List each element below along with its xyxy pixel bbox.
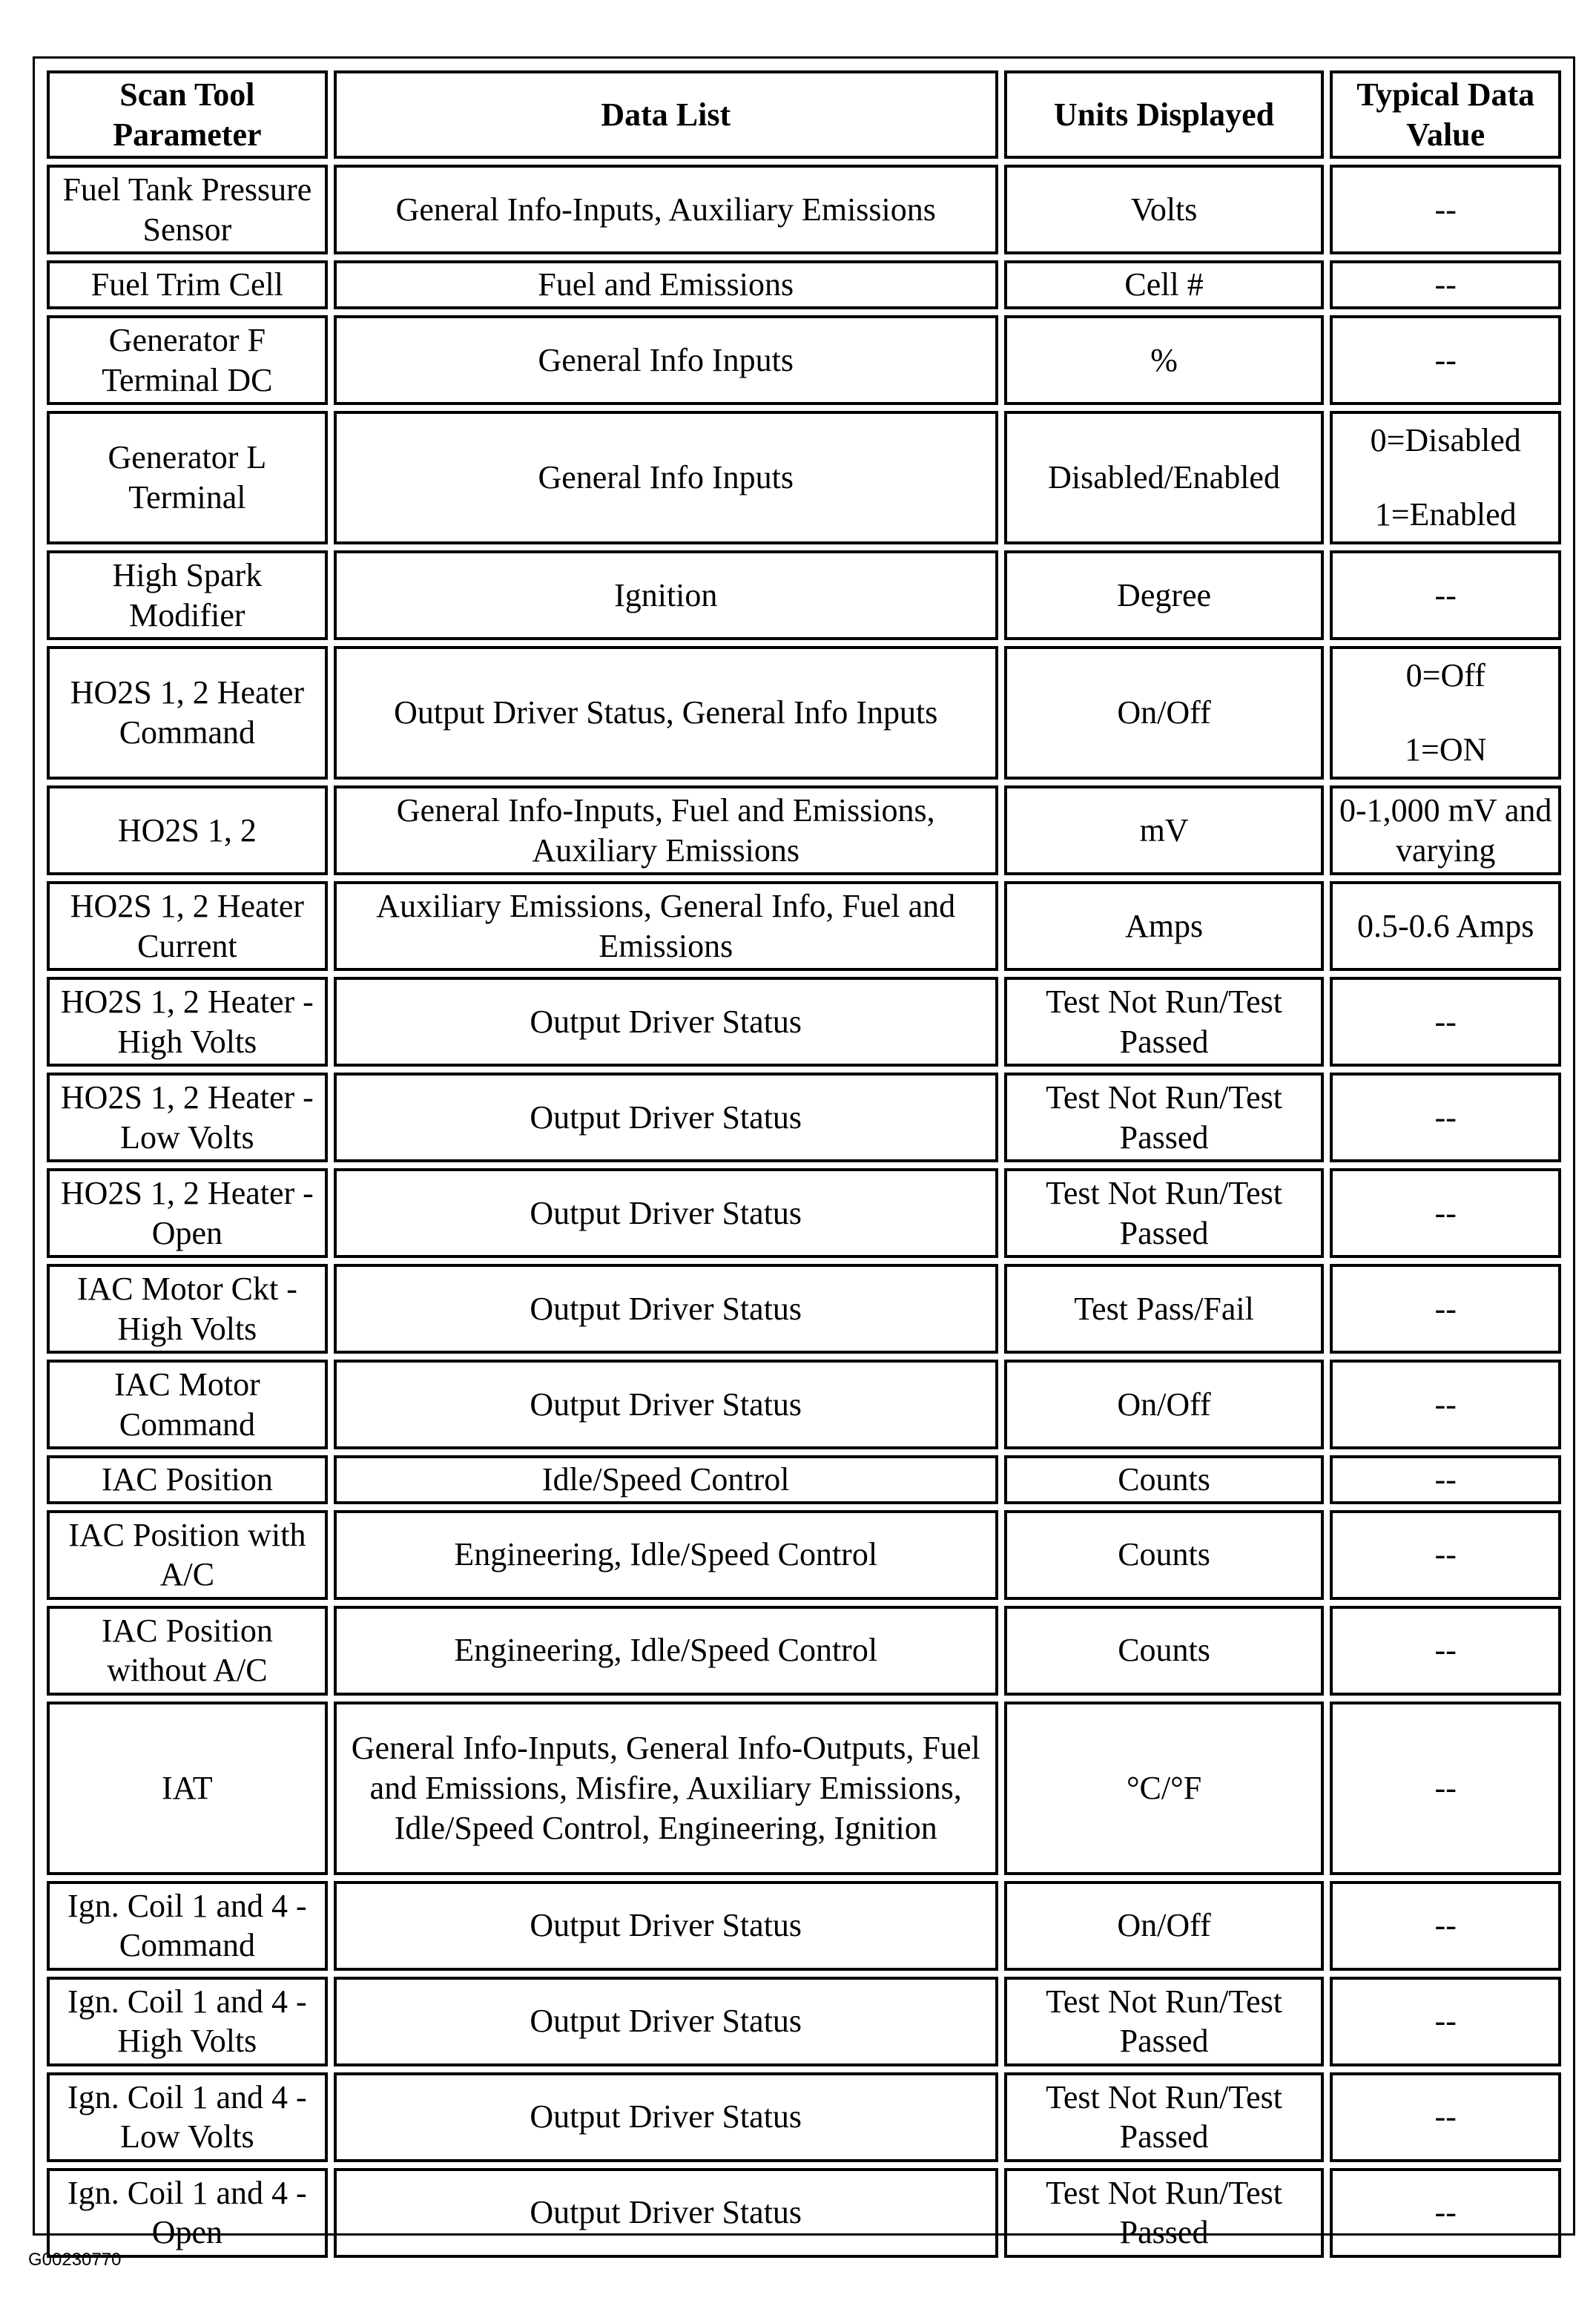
parameter-cell: IAC Position without A/C xyxy=(47,1606,328,1696)
typical-value-line: -- xyxy=(1434,1003,1457,1040)
units-cell: Counts xyxy=(1004,1606,1325,1696)
units-cell: Volts xyxy=(1004,165,1325,254)
parameter-cell: Fuel Tank Pressure Sensor xyxy=(47,165,328,254)
typical-value-cell xyxy=(1330,1360,1561,1449)
parameter-cell: HO2S 1, 2 Heater Current xyxy=(47,881,328,971)
units-cell: Test Not Run/Test Passed xyxy=(1004,1073,1325,1162)
data-list-cell: Idle/Speed Control xyxy=(334,1455,998,1504)
typical-value-line: -- xyxy=(1434,2003,1457,2040)
typical-value-cell xyxy=(1330,411,1561,544)
typical-value-cell xyxy=(1330,1606,1561,1696)
data-list-cell: Output Driver Status xyxy=(334,1360,998,1449)
parameter-cell: Ign. Coil 1 and 4 - Open xyxy=(47,2168,328,2258)
table-row xyxy=(47,1360,1561,1449)
units-cell: On/Off xyxy=(1004,646,1325,780)
units-cell: On/Off xyxy=(1004,1881,1325,1971)
typical-value-cell xyxy=(1330,2168,1561,2258)
table-row xyxy=(47,785,1561,875)
typical-value-line: -- xyxy=(1434,1290,1457,1327)
parameter-cell: HO2S 1, 2 Heater - High Volts xyxy=(47,977,328,1067)
table-frame xyxy=(33,56,1575,2251)
data-list-cell: General Info-Inputs, General Info-Outputs, Fuel and Emissions, Misfire, Auxiliary Emissions, Idle/Speed Control, Engineering, Ignition xyxy=(334,1702,998,1875)
typical-value-line: -- xyxy=(1434,2194,1457,2231)
units-cell: Test Not Run/Test Passed xyxy=(1004,977,1325,1067)
table-row xyxy=(47,881,1561,971)
typical-value-cell xyxy=(1330,977,1561,1067)
table-row xyxy=(47,1510,1561,1600)
units-cell: mV xyxy=(1004,785,1325,875)
data-list-cell: Auxiliary Emissions, General Info, Fuel and Emissions xyxy=(334,881,998,971)
typical-value-cell xyxy=(1330,1455,1561,1504)
data-list-cell: Output Driver Status xyxy=(334,1881,998,1971)
table-row xyxy=(47,260,1561,309)
table-row xyxy=(47,2168,1561,2258)
units-cell: Disabled/Enabled xyxy=(1004,411,1325,544)
typical-value-line: -- xyxy=(1434,1194,1457,1231)
typical-value-line: 0.5-0.6 Amps xyxy=(1357,907,1534,944)
table-row xyxy=(47,1073,1561,1162)
data-list-cell: Output Driver Status xyxy=(334,1977,998,2066)
units-cell: Cell # xyxy=(1004,260,1325,309)
data-list-cell: Output Driver Status xyxy=(334,2168,998,2258)
units-cell: On/Off xyxy=(1004,1360,1325,1449)
typical-value-cell xyxy=(1330,1168,1561,1258)
data-list-cell: Output Driver Status xyxy=(334,1264,998,1354)
parameter-cell: IAT xyxy=(47,1702,328,1875)
units-cell: Test Not Run/Test Passed xyxy=(1004,2072,1325,2162)
typical-value-line: -- xyxy=(1434,576,1457,613)
data-list-cell: Fuel and Emissions xyxy=(334,260,998,309)
table-row xyxy=(47,1702,1561,1875)
parameter-cell: Ign. Coil 1 and 4 - High Volts xyxy=(47,1977,328,2066)
table-row xyxy=(47,1606,1561,1696)
data-list-cell: Ignition xyxy=(334,550,998,640)
data-list-cell: Output Driver Status xyxy=(334,2072,998,2162)
typical-value-cell xyxy=(1330,881,1561,971)
table-row xyxy=(47,1455,1561,1504)
table-row xyxy=(47,165,1561,254)
data-list-cell: Output Driver Status xyxy=(334,977,998,1067)
units-cell: Test Pass/Fail xyxy=(1004,1264,1325,1354)
units-cell: Test Not Run/Test Passed xyxy=(1004,1168,1325,1258)
data-list-cell: General Info-Inputs, Auxiliary Emissions xyxy=(334,165,998,254)
typical-value-cell xyxy=(1330,1702,1561,1875)
typical-value-line: -- xyxy=(1434,1386,1457,1423)
typical-value-line: 1=ON xyxy=(1405,731,1487,768)
typical-value-cell xyxy=(1330,1881,1561,1971)
parameter-cell: Ign. Coil 1 and 4 - Low Volts xyxy=(47,2072,328,2162)
units-cell: Amps xyxy=(1004,881,1325,971)
table-row xyxy=(47,550,1561,640)
typical-value-line: 0=Off xyxy=(1405,657,1485,694)
parameter-cell: HO2S 1, 2 Heater - Low Volts xyxy=(47,1073,328,1162)
table-row xyxy=(47,315,1561,405)
data-list-cell: General Info-Inputs, Fuel and Emissions, Auxiliary Emissions xyxy=(334,785,998,875)
data-list-cell: Output Driver Status, General Info Inputs xyxy=(334,646,998,780)
typical-value-cell xyxy=(1330,1510,1561,1600)
parameter-cell: IAC Position xyxy=(47,1455,328,1504)
units-cell: Test Not Run/Test Passed xyxy=(1004,2168,1325,2258)
typical-value-cell xyxy=(1330,785,1561,875)
typical-value-line: -- xyxy=(1434,341,1457,378)
typical-value-line: -- xyxy=(1434,191,1457,228)
table-row xyxy=(47,1264,1561,1354)
units-cell: Degree xyxy=(1004,550,1325,640)
data-list-cell: Output Driver Status xyxy=(334,1168,998,1258)
parameter-cell: High Spark Modifier xyxy=(47,550,328,640)
parameter-cell: HO2S 1, 2 Heater Command xyxy=(47,646,328,780)
data-list-cell: Output Driver Status xyxy=(334,1073,998,1162)
typical-value-cell xyxy=(1330,315,1561,405)
data-list-cell: Engineering, Idle/Speed Control xyxy=(334,1606,998,1696)
typical-value-line: -- xyxy=(1434,1098,1457,1136)
typical-value-line: 1=Enabled xyxy=(1374,496,1517,533)
data-list-cell: Engineering, Idle/Speed Control xyxy=(334,1510,998,1600)
units-cell: Counts xyxy=(1004,1510,1325,1600)
table-row xyxy=(47,1168,1561,1258)
table-row xyxy=(47,1881,1561,1971)
scan-tool-data-table xyxy=(41,65,1567,2264)
typical-value-line: -- xyxy=(1434,2098,1457,2135)
table-row xyxy=(47,1977,1561,2066)
table-row xyxy=(47,2072,1561,2162)
parameter-cell: Generator F Terminal DC xyxy=(47,315,328,405)
units-cell: Test Not Run/Test Passed xyxy=(1004,1977,1325,2066)
typical-value-cell xyxy=(1330,646,1561,780)
typical-value-line: -- xyxy=(1434,266,1457,303)
typical-value-cell xyxy=(1330,2072,1561,2162)
header-scan-tool-parameter: Scan Tool Parameter xyxy=(47,70,328,159)
parameter-cell: HO2S 1, 2 Heater - Open xyxy=(47,1168,328,1258)
typical-value-cell xyxy=(1330,1977,1561,2066)
figure-code: G00230770 xyxy=(28,2250,122,2270)
typical-value-line: -- xyxy=(1434,1461,1457,1498)
parameter-cell: Ign. Coil 1 and 4 - Command xyxy=(47,1881,328,1971)
typical-value-line: -- xyxy=(1434,1536,1457,1573)
parameter-cell: Fuel Trim Cell xyxy=(47,260,328,309)
header-units-displayed: Units Displayed xyxy=(1004,70,1325,159)
table-row xyxy=(47,411,1561,544)
typical-value-cell xyxy=(1330,1264,1561,1354)
units-cell: % xyxy=(1004,315,1325,405)
parameter-cell: Generator L Terminal xyxy=(47,411,328,544)
table-header-row xyxy=(47,70,1561,159)
table-body xyxy=(47,165,1561,2257)
typical-value-line: -- xyxy=(1434,1907,1457,1944)
typical-value-line: -- xyxy=(1434,1769,1457,1806)
data-list-cell: General Info Inputs xyxy=(334,411,998,544)
typical-value-cell xyxy=(1330,165,1561,254)
typical-value-line: 0=Disabled xyxy=(1370,422,1521,459)
typical-value-cell xyxy=(1330,1073,1561,1162)
typical-value-cell xyxy=(1330,260,1561,309)
units-cell: Counts xyxy=(1004,1455,1325,1504)
units-cell: °C/°F xyxy=(1004,1702,1325,1875)
typical-value-line: -- xyxy=(1434,1632,1457,1669)
typical-value-line: 0-1,000 mV and varying xyxy=(1339,791,1552,869)
parameter-cell: HO2S 1, 2 xyxy=(47,785,328,875)
parameter-cell: IAC Position with A/C xyxy=(47,1510,328,1600)
data-list-cell: General Info Inputs xyxy=(334,315,998,405)
table-row xyxy=(47,646,1561,780)
typical-value-cell xyxy=(1330,550,1561,640)
header-typical-data-value: Typical Data Value xyxy=(1330,70,1561,159)
table-row xyxy=(47,977,1561,1067)
parameter-cell: IAC Motor Command xyxy=(47,1360,328,1449)
parameter-cell: IAC Motor Ckt - High Volts xyxy=(47,1264,328,1354)
header-data-list: Data List xyxy=(334,70,998,159)
